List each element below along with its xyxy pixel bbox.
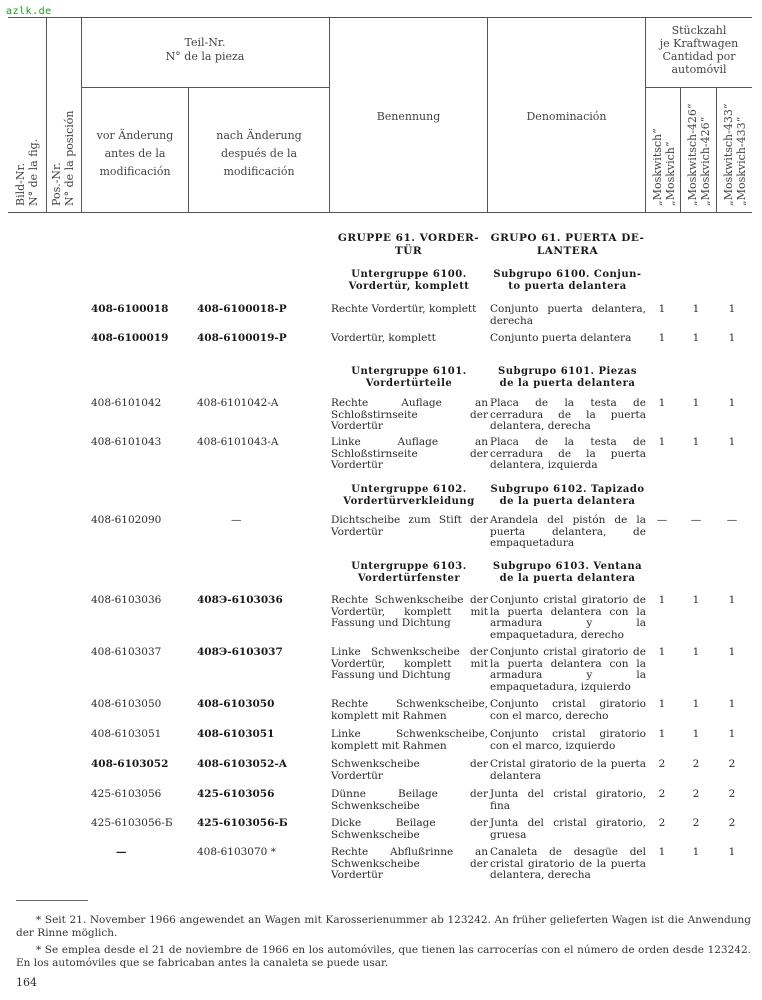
subgroup-heading-de [331,269,487,293]
stueck-label-4: automóvil [671,63,727,76]
qty-moskvich-426: — [690,514,702,526]
header-col-line [680,87,681,213]
part-number-before: 408-6103036 [91,594,162,606]
model-moskvich-426-heading [686,104,712,206]
qty-moskvich: 1 [658,728,666,740]
subgroup-heading-de [331,484,487,508]
qty-moskvich-433: 2 [728,758,736,770]
teil-nr-label: Teil-Nr. [184,36,226,49]
part-number-before: 408-6100019 [91,332,169,344]
part-number-after: 408-6100019-P [197,332,287,344]
part-number-after: 408-6103051 [197,728,275,740]
designation-de: Rechte Schwenkscheibe, komplett mit Rahmen [331,698,488,722]
part-number-after: 425-6103056-Б [197,817,288,829]
part-number-after: 408-6101042-A [197,397,279,409]
subgroup-heading-es [489,561,646,585]
subgroup-heading-es [489,484,646,508]
part-number-before: 408-6101043 [91,436,162,448]
part-number-after: 408-6103052-A [197,758,287,770]
model3-label-es: „Moskvich-433“ [735,116,748,206]
stueck-label-1: Stückzahl [671,24,727,37]
qty-moskvich-426: 2 [692,817,700,829]
model1-label-es: „Moskvich“ [664,141,677,206]
group-title-es-line2: LANTERA [536,244,599,257]
model3-label-de: „Moskwitsch-433“ [722,103,735,206]
header-col-line [46,17,47,213]
subgroup-6100-de-1: Untergruppe 6100. [351,269,467,280]
nach-aenderung-heading [189,127,329,181]
vor-label-2: antes de la [104,147,166,160]
qty-moskvich-426: 1 [692,594,700,606]
qty-moskvich-433: 1 [728,594,736,606]
designation-de: Schwenkscheibe der Vordertür [331,758,488,782]
nach-label-2: después de la [220,147,298,160]
designation-es: Conjunto cristal giratorio de la puerta delantera con la armadura y la empaquetadura, izquierdo [490,646,646,693]
vor-label-1: vor Änderung [96,129,174,142]
designation-de: Dünne Beilage der Schwenkscheibe [331,788,488,812]
watermark: azlk.de [6,6,52,17]
group-title-es-line1: GRUPO 61. PUERTA DE- [490,232,645,244]
subgroup-6102-es-2: de la puerta delantera [499,496,636,507]
designation-de: Rechte Auflage an Schloßstirnseite der Vordertür [331,397,488,432]
header-mid-line [81,87,329,88]
pos-nr-label: Pos.-Nr. [50,162,63,206]
designation-es: Junta del cristal giratorio, gruesa [490,817,646,841]
qty-moskvich: 2 [658,758,666,770]
part-number-before: 408-6103051 [91,728,162,740]
qty-moskvich-433: 2 [728,788,736,800]
part-number-before: 408-6103050 [91,698,162,710]
designation-es: Conjunto cristal giratorio de la puerta delantera con la armadura y la empaquetadura, derecho [490,594,646,641]
subgroup-6101-es-2: de la puerta delantera [499,378,636,389]
part-number-after: 408-6100018-P [197,303,287,315]
qty-moskvich-433: 1 [728,436,736,448]
qty-moskvich-433: 1 [728,397,736,409]
designation-es: Conjunto puerta delantera [490,332,632,344]
designation-de: Vordertür, komplett [331,332,436,344]
designation-de: Linke Schwenkscheibe der Vordertür, komplett mit Fassung und Dichtung [331,646,488,681]
qty-moskvich-426: 1 [692,397,700,409]
part-number-after: 408-6101043-A [197,436,279,448]
qty-moskvich-426: 1 [692,646,700,658]
denominacion-heading: Denominación [526,110,607,123]
part-number-after: 425-6103056 [197,788,275,800]
part-number-before: 408-6103037 [91,646,162,658]
footnote-es: * Se emplea desde el 21 de noviembre de 1966 en los automóviles, que tienen las carrocerías con el número de orden desde 123242. En los automóviles que se fabricaban antes la canaleta se puede usar. [16,944,751,969]
qty-moskvich: 1 [658,332,666,344]
subgroup-heading-es [489,366,646,390]
subgroup-6101-es-1: Subgrupo 6101. Piezas [498,366,637,377]
qty-moskvich-433: — [726,514,738,526]
vor-aenderung-heading [82,127,188,181]
part-number-before: 425-6103056-Б [91,817,173,829]
qty-moskvich-426: 1 [692,332,700,344]
designation-es: Canaleta de desagüe del cristal giratorio de la puerta delantera, derecha [490,846,646,881]
qty-moskvich-426: 2 [692,758,700,770]
qty-moskvich-426: 1 [692,728,700,740]
header-bottom-line [8,212,752,213]
subgroup-6102-es-1: Subgrupo 6102. Tapizado [490,484,645,495]
qty-moskvich-433: 2 [728,817,736,829]
part-number-after: 408Э-6103037 [197,646,283,658]
header-top-line [8,17,752,18]
part-number-after: 408-6103050 [197,698,275,710]
fig-label: N° de la fig. [27,138,40,206]
nach-label-1: nach Änderung [216,129,302,142]
subgroup-heading-de [331,561,487,585]
subgroup-6102-de-1: Untergruppe 6102. [351,484,467,495]
part-number-before: 408-6100018 [91,303,169,315]
pieza-label: N° de la pieza [165,50,245,63]
pos-nr-heading [50,111,76,206]
qty-moskvich-433: 1 [728,332,736,344]
header-mid-line-qty [645,87,752,88]
qty-moskvich: 1 [658,397,666,409]
part-number-before: 408-6102090 [91,514,162,526]
subgroup-6103-de-2: Vordertürfenster [357,573,461,584]
designation-es: Placa de la testa de cerradura de la puerta delantera, izquierda [490,436,646,471]
qty-moskvich: 1 [658,846,666,858]
designation-es: Cristal giratorio de la puerta delantera [490,758,646,782]
qty-moskvich-433: 1 [728,698,736,710]
qty-moskvich: 1 [658,698,666,710]
model-moskvich-433-heading [722,104,748,206]
designation-es: Conjunto cristal giratorio con el marco, izquierdo [490,728,646,752]
subgroup-6103-es-1: Subgrupo 6103. Ventana [492,561,643,572]
subgroup-6103-es-2: de la puerta delantera [499,573,636,584]
designation-de: Linke Schwenkscheibe, komplett mit Rahmen [331,728,488,752]
part-number-after: — [231,514,242,526]
subgroup-heading-es [489,269,646,293]
qty-moskvich-433: 1 [728,303,736,315]
subgroup-6103-de-1: Untergruppe 6103. [351,561,467,572]
page-number: 164 [16,976,37,989]
designation-es: Junta del cristal giratorio, fina [490,788,646,812]
part-number-before: 425-6103056 [91,788,162,800]
qty-moskvich-433: 1 [728,846,736,858]
subgroup-6100-de-2: Vordertür, komplett [348,281,470,292]
designation-de: Dichtscheibe zum Stift der Vordertür [331,514,488,538]
designation-es: Placa de la testa de cerradura de la puerta delantera, derecha [490,397,646,432]
nach-label-3: modificación [223,165,295,178]
qty-moskvich: — [656,514,668,526]
qty-moskvich: 2 [658,788,666,800]
designation-de: Rechte Abflußrinne an Schwenkscheibe der Vordertür [331,846,488,881]
part-number-before: — [116,846,127,858]
subgroup-heading-de [331,366,487,390]
header-col-line [716,87,717,213]
part-number-before: 408-6101042 [91,397,162,409]
qty-moskvich-433: 1 [728,728,736,740]
qty-moskvich: 2 [658,817,666,829]
group-title-es [489,232,646,257]
posicion-label: N° de la posición [63,110,76,206]
qty-moskvich-426: 2 [692,788,700,800]
model-moskvich-heading [651,128,677,206]
designation-de: Linke Auflage an Schloßstirnseite der Vordertür [331,436,488,471]
stueck-label-3: Cantidad por [662,50,736,63]
model2-label-es: „Moskvich-426“ [699,116,712,206]
part-number-before: 408-6103052 [91,758,169,770]
qty-moskvich-426: 1 [692,698,700,710]
qty-moskvich-433: 1 [728,646,736,658]
bild-nr-heading [14,139,40,206]
subgroup-6102-de-2: Vordertürverkleidung [343,496,475,507]
qty-moskvich-426: 1 [692,436,700,448]
designation-es: Arandela del pistón de la puerta delantera, de empaquetadura [490,514,646,549]
model1-label-de: „Moskwitsch“ [651,128,664,206]
group-title-de [329,232,488,257]
model2-label-de: „Moskwitsch-426“ [686,103,699,206]
part-number-after: 408-6103070 * [197,846,276,858]
qty-moskvich: 1 [658,436,666,448]
subgroup-6101-de-2: Vordertürteile [365,378,453,389]
footnote-de: * Seit 21. November 1966 angewendet an Wagen mit Karosserienummer ab 123242. An früher gelieferten Wagen ist die Anwendung der Rinne möglich. [16,914,751,939]
footnote-separator [16,900,88,901]
qty-moskvich: 1 [658,303,666,315]
subgroup-6100-es-1: Subgrupo 6100. Conjun- [493,269,642,280]
part-number-after: 408Э-6103036 [197,594,283,606]
group-title-de-line2: TÜR [394,244,423,257]
stueckzahl-heading [646,24,752,76]
designation-de: Dicke Beilage der Schwenkscheibe [331,817,488,841]
subgroup-6101-de-1: Untergruppe 6101. [351,366,467,377]
stueck-label-2: je Kraftwagen [659,37,739,50]
qty-moskvich-426: 1 [692,303,700,315]
designation-es: Conjunto puerta delantera, derecha [490,303,646,327]
group-title-de-line1: GRUPPE 61. VORDER- [337,232,480,244]
qty-moskvich: 1 [658,646,666,658]
designation-de: Rechte Schwenkscheibe der Vordertür, komplett mit Fassung und Dichtung [331,594,488,629]
subgroup-6100-es-2: to puerta delantera [508,281,627,292]
designation-de: Rechte Vordertür, komplett [331,303,477,315]
teil-nr-heading [81,36,329,64]
vor-label-3: modificación [99,165,171,178]
qty-moskvich: 1 [658,594,666,606]
qty-moskvich-426: 1 [692,846,700,858]
benennung-heading: Benennung [376,110,441,123]
bild-nr-label: Bild-Nr. [14,162,27,206]
designation-es: Conjunto cristal giratorio con el marco, derecho [490,698,646,722]
